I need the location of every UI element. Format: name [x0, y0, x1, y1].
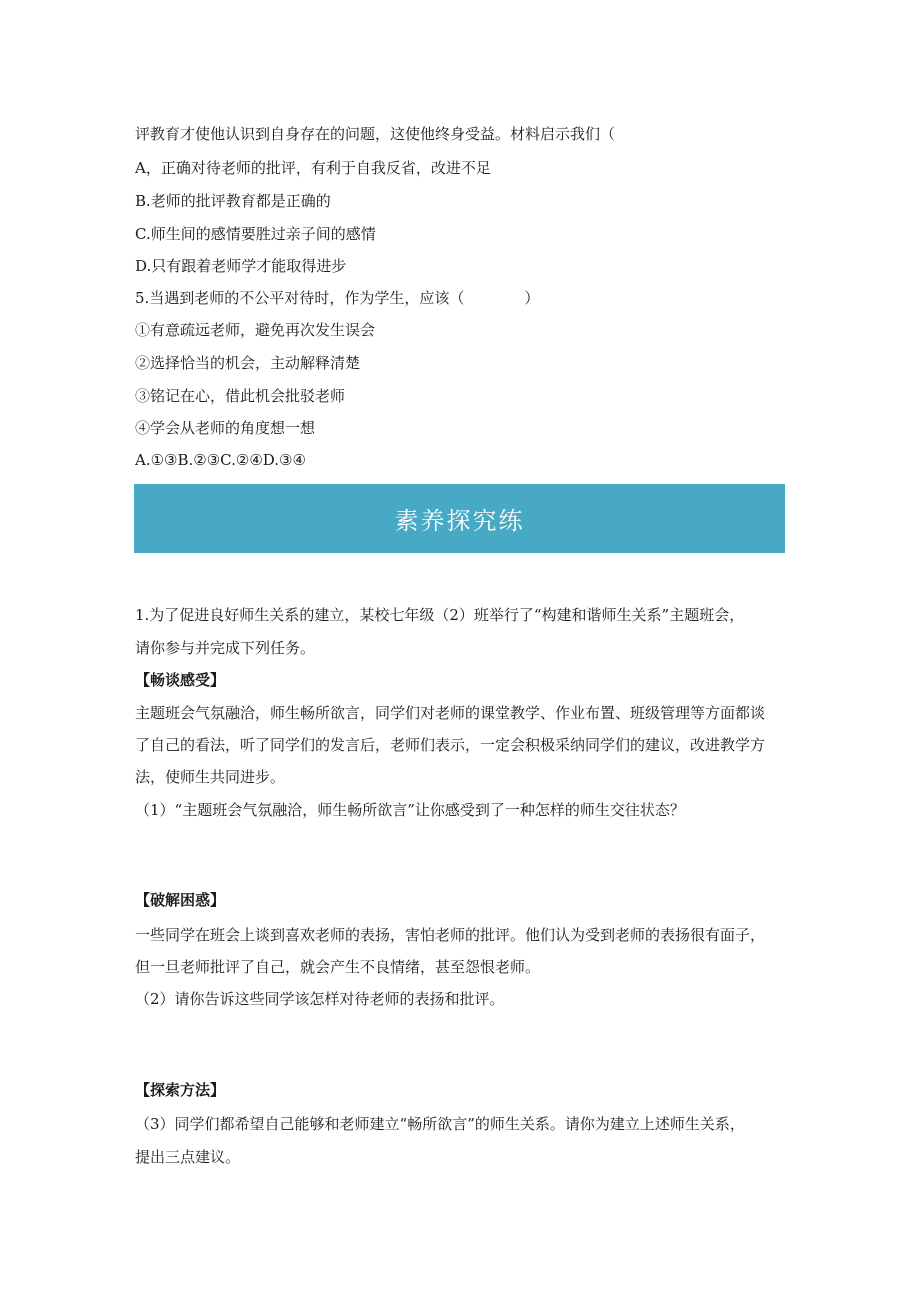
section-banner-title: 素养探究练 [394, 507, 525, 535]
paragraph-share-feelings-line-1: 主题班会气氛融洽，师生畅所欲言，同学们对老师的课堂教学、作业布置、班级管理等方面都谈 [135, 704, 766, 722]
section-banner [134, 484, 785, 553]
inquiry-question-1-line-2: 请你参与并完成下列任务。 [135, 639, 316, 657]
paragraph-resolve-confusion-line-2: 但一旦老师批评了自己，就会产生不良情绪，甚至怨恨老师。 [135, 958, 541, 976]
question-5-statement-4: ④学会从老师的角度想一想 [135, 419, 316, 437]
question-5-statement-2: ②选择恰当的机会，主动解释清楚 [135, 354, 361, 372]
question-4-option-b: B.老师的批评教育都是正确的 [135, 192, 331, 210]
question-5-statement-3: ③铭记在心，借此机会批驳老师 [135, 387, 346, 405]
question-4-stem-tail: 评教育才使他认识到自身存在的问题，这使他终身受益。材料启示我们（ [135, 125, 616, 143]
paragraph-resolve-confusion-line-1: 一些同学在班会上谈到喜欢老师的表扬，害怕老师的批评。他们认为受到老师的表扬很有面子， [135, 926, 766, 944]
question-4-option-a: A，正确对待老师的批评，有利于自我反省，改进不足 [135, 159, 491, 177]
section-heading-share-feelings: 【畅谈感受】 [135, 671, 226, 689]
paragraph-share-feelings-line-2: 了自己的看法，听了同学们的发言后，老师们表示，一定会积极采纳同学们的建议，改进教学方 [135, 736, 766, 754]
paragraph-share-feelings-line-3: 法，使师生共同进步。 [135, 768, 286, 786]
question-5-stem: 5.当遇到老师的不公平对待时，作为学生，应该（ ） [135, 289, 540, 307]
question-5-choices: A.①③B.②③C.②④D.③④ [135, 451, 306, 469]
question-4-option-c: C.师生间的感情要胜过亲子间的感情 [135, 225, 376, 243]
section-heading-explore-methods: 【探索方法】 [135, 1081, 226, 1099]
question-4-option-d: D.只有跟着老师学才能取得进步 [135, 257, 347, 275]
question-5-statement-1: ①有意疏远老师，避免再次发生误会 [135, 321, 376, 339]
sub-question-3-line-1: （3）同学们都希望自己能够和老师建立“畅所欲言”的师生关系。请你为建立上述师生关系， [135, 1115, 745, 1133]
sub-question-2: （2）请你告诉这些同学该怎样对待老师的表扬和批评。 [135, 990, 505, 1008]
sub-question-1: （1）“主题班会气氛融洽，师生畅所欲言”让你感受到了一种怎样的师生交往状态？ [135, 801, 685, 819]
section-heading-resolve-confusion: 【破解困惑】 [135, 891, 226, 909]
sub-question-3-line-2: 提出三点建议。 [135, 1148, 241, 1166]
inquiry-question-1-line-1: 1.为了促进良好师生关系的建立，某校七年级（2）班举行了“构建和谐师生关系”主题班会， [135, 606, 745, 624]
